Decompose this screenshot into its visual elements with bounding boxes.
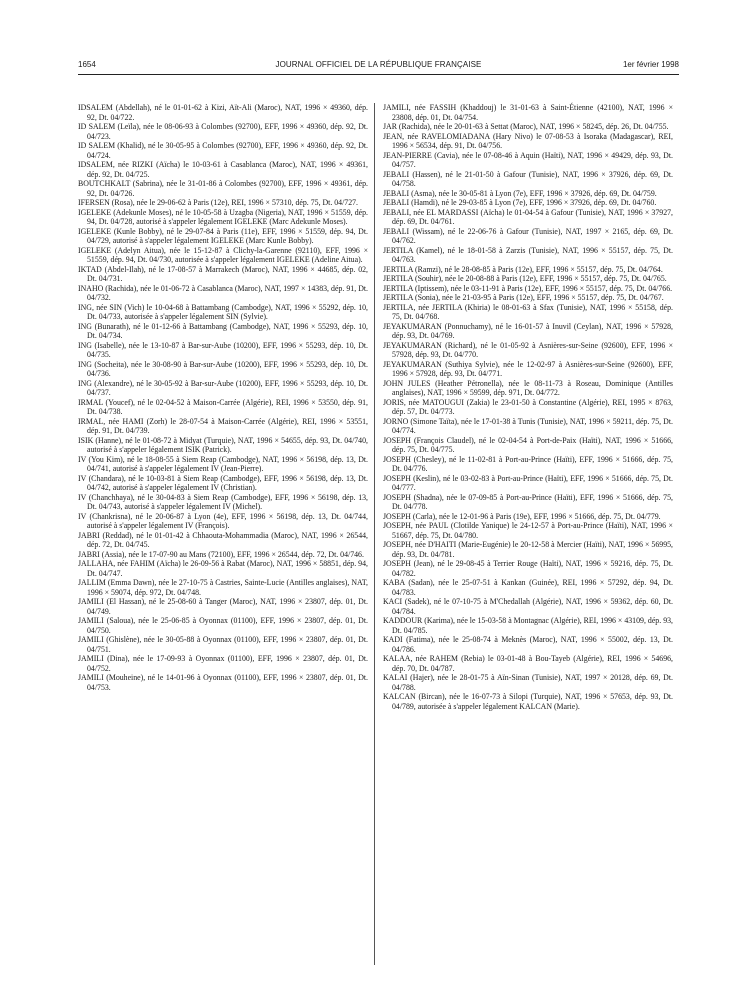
register-entry: JAMILI (El Hassan), né le 25-08-60 à Tanger (Maroc), NAT, 1996 × 23807, dép. 01, Dt. 04/749. <box>78 597 368 616</box>
register-entry: JALLIM (Emma Dawn), née le 27-10-75 à Castries, Sainte-Lucie (Antilles anglaises), NAT, 1996 × 59074, dép. 972, Dt. 04/748. <box>78 578 368 597</box>
register-entry: JOSEPH (Chesley), né le 11-02-81 à Port-au-Prince (Haïti), EFF, 1996 × 51666, dép. 75, Dt. 04/776. <box>383 454 673 473</box>
register-entry: JOSEPH (Carla), née le 12-01-96 à Paris (19e), EFF, 1996 × 51666, dép. 75, Dt. 04/779. <box>383 511 661 521</box>
register-entry: JORIS, née MATOUGUI (Zakia) le 23-01-50 à Constantine (Algérie), REI, 1995 × 8763, dép. 57, Dt. 04/773. <box>383 397 673 416</box>
column-separator <box>374 103 375 965</box>
register-entry: JEYAKUMARAN (Richard), né le 01-05-92 à Asnières-sur-Seine (92600), EFF, 1996 × 57928, dép. 93, Dt. 04/770. <box>383 340 673 359</box>
register-entry: JAMILI (Dina), née le 17-09-93 à Oyonnax (01100), EFF, 1996 × 23807, dép. 01, Dt. 04/752. <box>78 654 368 673</box>
register-entry: JEAN-PIERRE (Cavia), née le 07-08-46 à Aquin (Haïti), NAT, 1996 × 49429, dép. 93, Dt. 04/757. <box>383 150 673 169</box>
register-entry: JOSEPH, née D'HAITI (Marie-Eugénie) le 20-12-58 à Mercier (Haïti), NAT, 1996 × 56995, dép. 93, Dt. 04/781. <box>383 540 673 559</box>
left-column <box>78 103 368 692</box>
register-entry: JOSEPH (Jean), né le 29-08-45 à Terrier Rouge (Haïti), NAT, 1996 × 59216, dép. 75, Dt. 04/782. <box>383 559 673 578</box>
page-header <box>78 60 679 74</box>
register-entry: JOSEPH (Keslin), né le 03-02-83 à Port-au-Prince (Haïti), EFF, 1996 × 51666, dép. 75, Dt. 04/777. <box>383 473 673 492</box>
register-entry: JERTILA (Kamel), né le 18-01-58 à Zarzis (Tunisie), NAT, 1996 × 55157, dép. 75, Dt. 04/763. <box>383 245 673 264</box>
register-entry: IGELEKE (Adelyn Aitua), née le 15-12-87 à Clichy-la-Garenne (92110), EFF, 1996 × 51559, dép. 94, Dt. 04/730, autorisée à s'appeler légalement IGELEKE (Adeline Aitua). <box>78 245 368 264</box>
register-entry: JOHN JULES (Heather Pétronella), née le 08-11-73 à Roseau, Dominique (Antilles anglaises), NAT, 1996 × 59599, dép. 971, Dt. 04/772. <box>383 378 673 397</box>
register-entry: IGELEKE (Adekunle Moses), né le 10-05-58 à Uzagba (Nigeria), NAT, 1996 × 51559, dép. 94, Dt. 04/728, autorisé à s'appeler légalement IGELEKE (Marc Adekunle Moses). <box>78 207 368 226</box>
register-entry: IRMAL, née HAMI (Zorh) le 28-07-54 à Maison-Carrée (Algérie), REI, 1996 × 53551, dép. 91, Dt. 04/739. <box>78 416 368 435</box>
register-entry: IKTAD (Abdel-Ilah), né le 17-08-57 à Marrakech (Maroc), NAT, 1996 × 44685, dép. 02, Dt. 04/731. <box>78 264 368 283</box>
register-entry: KABA (Sadan), née le 25-07-51 à Kankan (Guinée), REI, 1996 × 57292, dép. 94, Dt. 04/783. <box>383 578 673 597</box>
register-entry: JAMILI, née FASSIH (Khaddouj) le 31-01-63 à Saint-Étienne (42100), NAT, 1996 × 23808, dép. 01, Dt. 04/754. <box>383 103 673 122</box>
register-entry: INAHO (Rachida), née le 01-06-72 à Casablanca (Maroc), NAT, 1997 × 14383, dép. 91, Dt. 04/732. <box>78 283 368 302</box>
journal-title: JOURNAL OFFICIEL DE LA RÉPUBLIQUE FRANÇAISE <box>275 60 482 69</box>
register-entry: JEBALI (Asma), née le 30-05-81 à Lyon (7e), EFF, 1996 × 37926, dép. 69, Dt. 04/759. <box>383 188 657 198</box>
register-entry: BOUTCHKALT (Sabrina), née le 31-01-86 à Colombes (92700), EFF, 1996 × 49361, dép. 92, Dt. 04/726. <box>78 179 368 198</box>
register-entry: KALAI (Hajer), née le 28-01-75 à Aïn-Sinan (Tunisie), NAT, 1997 × 20128, dép. 69, Dt. 04/788. <box>383 673 673 692</box>
register-entry: IFERSEN (Rosa), née le 29-06-62 à Paris (12e), REI, 1996 × 57310, dép. 75, Dt. 04/727. <box>78 198 359 207</box>
issue-date: 1er février 1998 <box>622 60 679 69</box>
register-entry: JOSEPH, née PAUL (Clotilde Yanique) le 24-12-57 à Port-au-Prince (Haïti), NAT, 1996 × 51667, dép. 75, Dt. 04/780. <box>383 521 673 540</box>
register-entry: KALAA, née RAHEM (Rebia) le 03-01-48 à Bou-Tayeb (Algérie), REI, 1996 × 54696, dép. 70, Dt. 04/787. <box>383 654 673 673</box>
register-entry: JEBALI (Hassen), né le 21-01-50 à Gafour (Tunisie), NAT, 1996 × 37926, dép. 69, Dt. 04/758. <box>383 169 673 188</box>
register-entry: JEYAKUMARAN (Ponnuchamy), né le 16-01-57 à Inuvil (Ceylan), NAT, 1996 × 57928, dép. 93, Dt. 04/769. <box>383 321 673 340</box>
register-entry: JAMILI (Mouheine), né le 14-01-96 à Oyonnax (01100), EFF, 1996 × 23807, dép. 01, Dt. 04/753. <box>78 673 368 692</box>
register-entry: JERTILA (Ramzi), né le 28-08-85 à Paris (12e), EFF, 1996 × 55157, dép. 75, Dt. 04/764. <box>383 264 663 274</box>
register-entry: KALCAN (Bircan), née le 16-07-73 à Silopi (Turquie), NAT, 1996 × 57653, dép. 93, Dt. 04/789, autorisée à s'appeler légalement KALCAN (Marie). <box>383 692 673 711</box>
register-entry: KADDOUR (Karima), née le 15-03-58 à Montagnac (Algérie), REI, 1996 × 43109, dép. 93, Dt. 04/785. <box>383 616 673 635</box>
register-entry: JEBALI (Wissam), né le 22-06-76 à Gafour (Tunisie), NAT, 1997 × 2165, dép. 69, Dt. 04/762. <box>383 226 673 245</box>
register-entry: ING, née SIN (Vich) le 10-04-68 à Battambang (Cambodge), NAT, 1996 × 55292, dép. 10, Dt. 04/733, autorisée à s'appeler légalement SIN (Sylvie). <box>78 302 368 321</box>
register-entry: IDSALEM (Abdellah), né le 01-01-62 à Kizi, Aït-Ali (Maroc), NAT, 1996 × 49360, dép. 92, Dt. 04/722. <box>78 103 368 122</box>
register-entry: ING (Isabelle), née le 13-10-87 à Bar-sur-Aube (10200), EFF, 1996 × 55293, dép. 10, Dt. 04/735. <box>78 340 368 359</box>
register-entry: JORNO (Simone Taïta), née le 17-01-38 à Tunis (Tunisie), NAT, 1996 × 59211, dép. 75, Dt. 04/774. <box>383 416 673 435</box>
register-entry: JOSEPH (François Claudel), né le 02-04-54 à Port-de-Paix (Haïti), NAT, 1996 × 51666, dép. 75, Dt. 04/775. <box>383 435 673 454</box>
register-entry: JEYAKUMARAN (Suthiya Sylvie), née le 12-02-97 à Asnières-sur-Seine (92600), EFF, 1996 × 57928, dép. 93, Dt. 04/771. <box>383 359 673 378</box>
register-entry: ID SALEM (Khalid), né le 30-05-95 à Colombes (92700), EFF, 1996 × 49360, dép. 92, Dt. 04/724. <box>78 141 368 160</box>
register-entry: JEBALI, née EL MARDASSI (Aïcha) le 01-04-54 à Gafour (Tunisie), NAT, 1996 × 37927, dép. 69, Dt. 04/761. <box>383 207 673 226</box>
header-rule <box>78 74 679 75</box>
register-entry: JERTILA (Souhir), née le 20-08-88 à Paris (12e), EFF, 1996 × 55157, dép. 75, Dt. 04/765. <box>383 274 667 283</box>
register-entry: ING (Alexandre), né le 30-05-92 à Bar-sur-Aube (10200), EFF, 1996 × 55293, dép. 10, Dt. 04/737. <box>78 378 368 397</box>
register-entry: JEAN, née RAVELOMIADANA (Hary Nivo) le 07-08-53 à Isoraka (Madagascar), REI, 1996 × 56534, dép. 91, Dt. 04/756. <box>383 131 673 150</box>
register-entry: JAMILI (Saloua), née le 25-06-85 à Oyonnax (01100), EFF, 1996 × 23807, dép. 01, Dt. 04/750. <box>78 616 368 635</box>
register-entry: IRMAL (Youcef), né le 02-04-52 à Maison-Carrée (Algérie), REI, 1996 × 53550, dép. 91, Dt. 04/738. <box>78 397 368 416</box>
register-entry: JEBALI (Hamdi), né le 29-03-85 à Lyon (7e), EFF, 1996 × 37926, dép. 69, Dt. 04/760. <box>383 198 657 207</box>
register-entry: ING (Socheita), née le 30-08-90 à Bar-sur-Aube (10200), EFF, 1996 × 55293, dép. 10, Dt. 04/736. <box>78 359 368 378</box>
register-entry: IV (Chandara), né le 10-03-81 à Siem Reap (Cambodge), EFF, 1996 × 56198, dép. 13, Dt. 04/742, autorisé à s'appeler légalement IV (Christian). <box>78 473 368 492</box>
register-entry: ING (Bunarath), né le 01-12-66 à Battambang (Cambodge), NAT, 1996 × 55293, dép. 10, Dt. 04/734. <box>78 321 368 340</box>
register-entry: JALLAHA, née FAHIM (Aïcha) le 26-09-56 à Rabat (Maroc), NAT, 1996 × 58851, dép. 94, Dt. 04/747. <box>78 559 368 578</box>
register-entry: IV (Chankrisna), né le 20-06-87 à Lyon (4e), EFF, 1996 × 56198, dép. 13, Dt. 04/744, autorisé à s'appeler légalement IV (François). <box>78 511 368 530</box>
register-entry: JOSEPH (Shadna), née le 07-09-85 à Port-au-Prince (Haïti), EFF, 1996 × 51666, dép. 75, Dt. 04/778. <box>383 492 673 511</box>
page-number: 1654 <box>78 60 96 69</box>
right-column <box>383 103 673 711</box>
register-entry: IV (Chanchhaya), né le 30-04-83 à Siem Reap (Cambodge), EFF, 1996 × 56198, dép. 13, Dt. 04/743, autorisé à s'appeler légalement IV (Michel). <box>78 492 368 511</box>
register-entry: JERTILA (Sonia), née le 21-03-95 à Paris (12e), EFF, 1996 × 55157, dép. 75, Dt. 04/767. <box>383 293 664 302</box>
register-entry: JAR (Rachida), née le 20-01-63 à Settat (Maroc), NAT, 1996 × 58245, dép. 26, Dt. 04/755. <box>383 122 669 131</box>
register-entry: JAMILI (Ghislène), née le 30-05-88 à Oyonnax (01100), EFF, 1996 × 23807, dép. 01, Dt. 04/751. <box>78 635 368 654</box>
register-entry: KADI (Fatima), née le 25-08-74 à Meknès (Maroc), NAT, 1996 × 55002, dép. 13, Dt. 04/786. <box>383 635 673 654</box>
register-entry: ISIK (Hanne), né le 01-08-72 à Midyat (Turquie), NAT, 1996 × 54655, dép. 93, Dt. 04/740, autorisé à s'appeler légalement ISIK (Patrick). <box>78 435 368 454</box>
register-entry: JABRI (Reddad), né le 01-01-42 à Chhaouta-Mohammadia (Maroc), NAT, 1996 × 26544, dép. 72, Dt. 04/745. <box>78 530 368 549</box>
register-entry: KACI (Sadek), né le 07-10-75 à M'Chedallah (Algérie), NAT, 1996 × 59362, dép. 60, Dt. 04/784. <box>383 597 673 616</box>
register-entry: IDSALEM, née RIZKI (Aïcha) le 10-03-61 à Casablanca (Maroc), NAT, 1996 × 49361, dép. 92, Dt. 04/725. <box>78 160 368 179</box>
register-entry: IGELEKE (Kunle Bobby), né le 29-07-84 à Paris (11e), EFF, 1996 × 51559, dép. 94, Dt. 04/729, autorisé à s'appeler légalement IGELEKE (Marc Kunle Bobby). <box>78 226 368 245</box>
register-entry: JERTILA, née JERTILA (Khiria) le 08-01-63 à Sfax (Tunisie), NAT, 1996 × 55158, dép. 75, Dt. 04/768. <box>383 302 673 321</box>
register-entry: JABRI (Assia), née le 17-07-90 au Mans (72100), EFF, 1996 × 26544, dép. 72, Dt. 04/746. <box>78 549 364 559</box>
register-entry: ID SALEM (Leïla), née le 08-06-93 à Colombes (92700), EFF, 1996 × 49360, dép. 92, Dt. 04/723. <box>78 122 368 141</box>
register-entry: JERTILA (Iptissem), née le 03-11-91 à Paris (12e), EFF, 1996 × 55157, dép. 75, Dt. 04/766. <box>383 283 673 293</box>
register-entry: IV (You Kim), né le 18-08-55 à Siem Reap (Cambodge), NAT, 1996 × 56198, dép. 13, Dt. 04/741, autorisé à s'appeler légalement IV (Jean-Pierre). <box>78 454 368 473</box>
